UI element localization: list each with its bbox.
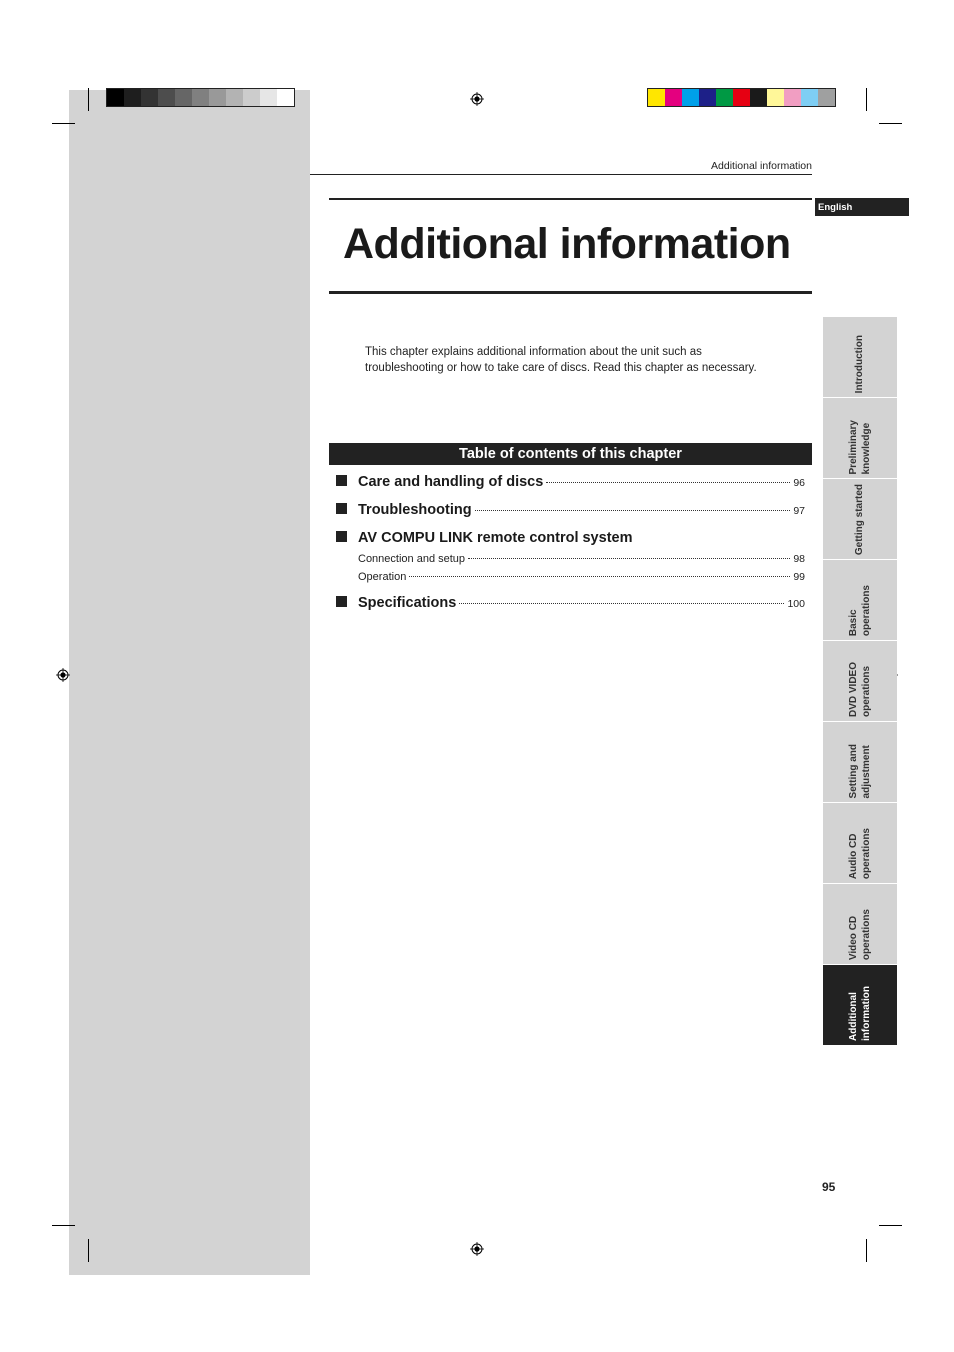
color-swatch [175,89,192,106]
toc-entry-troubleshooting[interactable] [336,502,805,518]
color-swatch [716,89,733,106]
toc-subentry-connection-and-setup[interactable] [358,553,805,565]
tab-label: Video CD [847,915,859,960]
left-margin-panel [69,90,310,1275]
registration-mark-icon [56,668,70,682]
crop-mark [88,88,89,111]
toc-entry-page: 98 [793,553,805,565]
tab-introduction[interactable] [823,317,897,398]
tab-label: adjustment [860,744,872,798]
color-swatch [648,89,665,106]
registration-mark-icon [470,1242,484,1256]
color-calibration-bar [647,88,836,107]
tab-label: Introduction [854,334,865,393]
registration-mark-icon [470,92,484,106]
page-title: Additional information [343,220,791,268]
color-swatch [260,89,277,106]
tab-label: information [860,986,872,1041]
square-bullet-icon [336,503,347,514]
toc-entry-page: 96 [793,477,805,489]
toc-subentry-title: Operation [358,571,407,583]
tab-preliminary-knowledge[interactable] [823,398,897,479]
crop-mark [88,1239,89,1262]
tab-setting-and-adjustment[interactable] [823,722,897,803]
tab-additional-information[interactable] [823,965,897,1046]
tab-audio-cd-operations[interactable] [823,803,897,884]
color-swatch [801,89,818,106]
color-swatch [784,89,801,106]
color-swatch [141,89,158,106]
tab-label: Additional [847,992,859,1041]
running-header: Additional information [711,160,812,172]
color-swatch [818,89,835,106]
color-swatch [699,89,716,106]
chapter-tabs [823,317,897,1046]
tab-label: knowledge [860,422,872,474]
color-swatch [209,89,226,106]
crop-mark [879,1225,902,1226]
crop-mark [866,88,867,111]
toc-entry-care-and-handling[interactable] [336,474,805,490]
toc-entry-title: Specifications [358,595,457,611]
crop-mark [879,123,902,124]
crop-mark [52,1225,75,1226]
square-bullet-icon [336,596,347,607]
tab-dvd-video-operations[interactable] [823,641,897,722]
toc-leader-dots [459,602,784,604]
toc-leader-dots [409,575,790,577]
header-rule [310,174,812,175]
tab-label: DVD VIDEO [847,661,859,717]
toc-entry-title: Troubleshooting [358,502,472,518]
tab-label: operations [860,584,872,636]
crop-mark [866,1239,867,1262]
toc-subentry-operation[interactable] [358,571,805,583]
square-bullet-icon [336,531,347,542]
intro-paragraph: This chapter explains additional information about the unit such as troubleshooting or how to take care of discs. Read this chapter as necessary. [365,346,757,374]
tab-basic-operations[interactable] [823,560,897,641]
color-swatch [767,89,784,106]
language-tag: English [815,198,909,216]
toc-entry-page: 99 [793,571,805,583]
tab-label: Setting and [847,743,859,798]
toc-leader-dots [468,557,790,559]
tab-label: Getting started [854,483,865,555]
toc-entry-av-compu-link[interactable] [336,530,805,546]
toc-leader-dots [475,509,791,511]
title-rule-bottom [329,291,812,294]
grayscale-calibration-bar [106,88,295,107]
color-swatch [124,89,141,106]
tab-label: operations [860,665,872,717]
color-swatch [158,89,175,106]
color-swatch [733,89,750,106]
color-swatch [243,89,260,106]
page-number: 95 [822,1180,836,1194]
toc-entry-page: 100 [787,598,805,610]
color-swatch [107,89,124,106]
color-swatch [682,89,699,106]
toc-entry-page: 97 [793,505,805,517]
toc-heading: Table of contents of this chapter [329,443,812,465]
color-swatch [192,89,209,106]
toc-subentry-title: Connection and setup [358,553,466,565]
color-swatch [750,89,767,106]
tab-getting-started[interactable] [823,479,897,560]
title-rule-top [329,198,812,200]
toc-entry-specifications[interactable] [336,595,805,611]
toc-entry-title: Care and handling of discs [358,474,544,490]
tab-label: operations [860,827,872,879]
tab-label: Basic [847,609,859,636]
tab-label: Audio CD [847,833,859,879]
square-bullet-icon [336,475,347,486]
color-swatch [277,89,294,106]
crop-mark [52,123,75,124]
color-swatch [665,89,682,106]
toc-entry-title: AV COMPU LINK remote control system [358,530,633,546]
color-swatch [226,89,243,106]
tab-label: operations [860,908,872,960]
tab-label: Preliminary [847,419,859,474]
tab-video-cd-operations[interactable] [823,884,897,965]
toc-leader-dots [546,481,790,483]
